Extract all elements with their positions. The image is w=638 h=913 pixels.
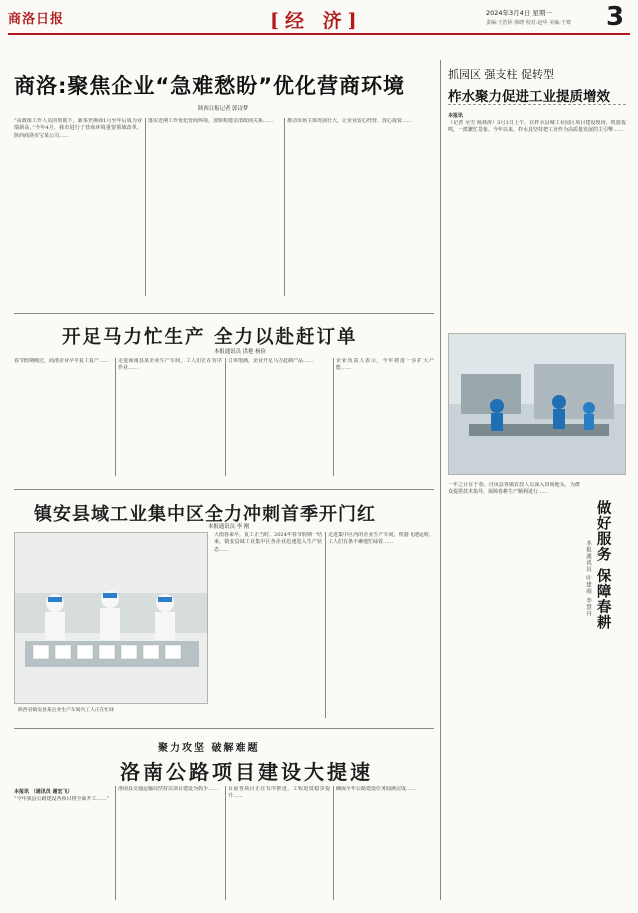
story2-byline: 本报通讯员 洪艳 杨俭: [214, 349, 266, 355]
right-story-body: （记者 吴雪 杨林涛）3月1日上午，在柞水县城工业园区项目建设现场，机器轰鸣，一派繁忙景象。今年以来，柞水县坚持把工业作为高质量发展的主引擎……: [448, 120, 626, 134]
column-divider: [284, 118, 285, 296]
column-divider: [225, 786, 226, 900]
story2-col1: 春节假期刚过，商洛企业早早复工复产……: [14, 358, 110, 364]
story3-byline: 本报通讯员 李 刚: [208, 524, 250, 530]
editor-credits: 责编:王浩婷 韩晓 校对:赵华 美编:王骞: [486, 20, 571, 26]
story4-headline: 洛南公路项目建设大提速: [120, 760, 373, 784]
page-number: 3: [606, 2, 625, 32]
masthead-rule: [8, 33, 630, 35]
production-line-photo: [14, 532, 208, 704]
story4-col3: 目前各项目正在有序推进，工程进度稳步提升……: [228, 786, 330, 800]
story2-col2: 走进商南县某企业生产车间，工人们正在有序作业……: [118, 358, 222, 372]
story1-headline: 商洛:聚焦企业“急难愁盼”优化营商环境: [14, 74, 405, 98]
column-divider: [333, 358, 334, 476]
story-divider: [14, 728, 434, 729]
factory-photo: [448, 333, 626, 475]
story1-col1: “由政组工作人员的帮助下，新茶充换商1月至年后成为业绩新高。”今年4月，我市进行了营商环境重要领域改革，陕西商洛市宝某公司……: [14, 118, 142, 139]
story2-col4: 企业负责人表示，今年将进一步扩大产能……: [336, 358, 434, 372]
newspaper-logo: 商洛日报: [8, 12, 65, 27]
story3-headline: 镇安县域工业集中区全力冲刺首季开门红: [34, 504, 376, 525]
story2-headline: 开足马力忙生产 全力以赴赶订单: [62, 327, 358, 348]
story4-col4: 确保全年公路建设任务圆满完成……: [336, 786, 417, 792]
column-divider: [333, 786, 334, 900]
story1-byline: 陕西日报记者 郭诗梦: [198, 106, 249, 112]
story2-col3: 订单饱满，企业开足马力赶制产品……: [228, 358, 314, 364]
story3-col1: 大雨春来早，复工正当时。2024年春节假期一结束，镇安县域工业集中区各企业迅速进入生产状态……: [214, 532, 322, 553]
photo-caption: 陕西省镇安县某企业生产车间内工人正在忙碌: [18, 708, 114, 713]
vertical-story-headline: 做好服务 保障春耕: [594, 500, 611, 631]
vertical-story-body: 一年之计在于春。丹凤县各镇农技人员深入田间地头，为群众提供技术指导，保障春耕生产顺利进行……: [448, 482, 580, 496]
story-divider: [14, 489, 434, 490]
story1-col2: 落实近期工作优化营商环境，加快构建亲清政商关系……: [148, 118, 274, 124]
right-story-byline: 本报讯: [448, 113, 464, 119]
right-column-divider: [440, 60, 441, 900]
column-divider: [115, 786, 116, 900]
column-divider: [145, 118, 146, 296]
column-divider: [225, 358, 226, 476]
right-story-headline: 柞水聚力促进工业提质增效: [448, 89, 610, 105]
masthead: [8, 4, 630, 34]
story4-kicker: 聚力攻坚 破解难题: [158, 743, 260, 754]
story-divider: [14, 313, 434, 314]
right-story-kicker: 抓园区 强支柱 促转型: [448, 68, 554, 81]
story3-col2: 走进集中区内的企业生产车间，机器飞速运转，工人们有条不紊地忙碌着……: [328, 532, 434, 546]
column-divider: [115, 358, 116, 476]
vertical-story-byline: 本报通讯员 叶建雨 李慧丹: [585, 540, 591, 617]
column-divider: [325, 532, 326, 718]
story4-byline: 本报讯 （通讯员 谢宏飞）: [14, 789, 73, 795]
issue-date: 2024年3月4日 星期一: [486, 9, 552, 17]
story4-col2: 洛南县交通运输局坚持以项目建设为抓手……: [118, 786, 219, 792]
story1-col3: 推动市场主体发展壮大，让企业安心经营、放心投资……: [287, 118, 413, 124]
right-story-rule: [448, 104, 626, 105]
story4-col1: “今年我县公路建设各项目将全面开工……”: [14, 796, 110, 802]
section-label: [经 济]: [270, 10, 363, 32]
